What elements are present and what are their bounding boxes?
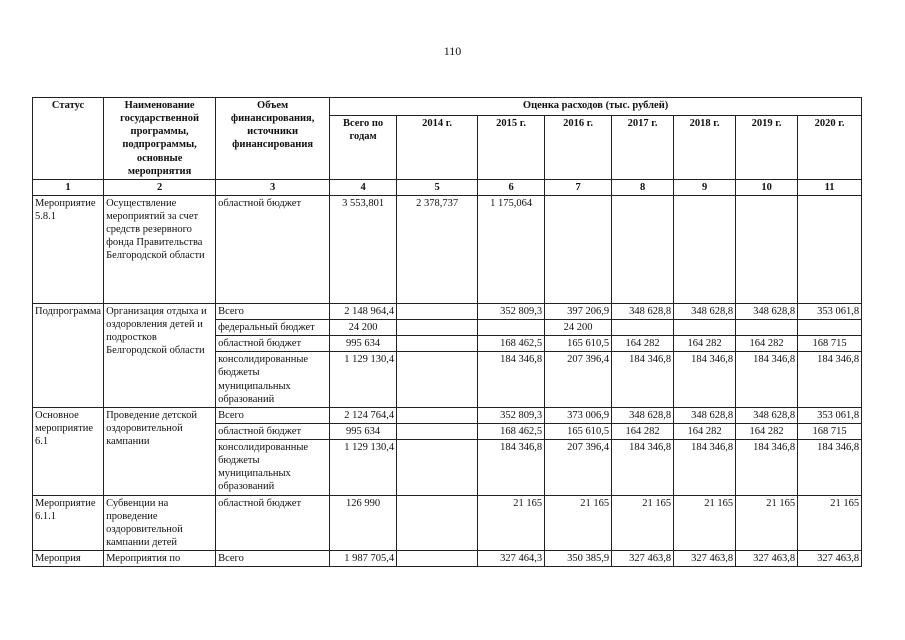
column-number: 2 [104, 179, 216, 195]
row-value: 168 715 [798, 423, 862, 439]
row-value: 164 282 [736, 423, 798, 439]
header-status: Статус [33, 98, 104, 180]
column-number: 4 [330, 179, 397, 195]
row-name: Мероприятия по [104, 551, 216, 567]
row-source: федеральный бюджет [216, 320, 330, 336]
header-total: Всего по годам [330, 115, 397, 179]
row-status: Основное мероприятие 6.1 [33, 407, 104, 495]
row-source: областной бюджет [216, 195, 330, 303]
row-value: 327 463,8 [736, 551, 798, 567]
row-total: 995 634 [330, 336, 397, 352]
row-value: 184 346,8 [674, 352, 736, 408]
row-value: 348 628,8 [736, 407, 798, 423]
header-estimate: Оценка расходов (тыс. рублей) [330, 98, 862, 116]
table-row [33, 495, 862, 551]
row-value: 184 346,8 [612, 352, 674, 408]
row-value: 350 385,9 [545, 551, 612, 567]
row-value: 21 165 [612, 495, 674, 551]
row-value: 1 175,064 [478, 195, 545, 303]
row-value: 184 346,8 [674, 440, 736, 496]
header-year: 2018 г. [674, 115, 736, 179]
row-name: Осуществление мероприятий за счет средств резервного фонда Правительства Белгородской области [104, 195, 216, 303]
page-number: 110 [443, 44, 462, 58]
column-number: 7 [545, 179, 612, 195]
row-value: 184 346,8 [612, 440, 674, 496]
row-value: 164 282 [612, 423, 674, 439]
row-value: 207 396,4 [545, 352, 612, 408]
row-value: 352 809,3 [478, 303, 545, 319]
row-value: 327 463,8 [674, 551, 736, 567]
row-source: областной бюджет [216, 336, 330, 352]
row-value: 207 396,4 [545, 440, 612, 496]
row-value: 21 165 [674, 495, 736, 551]
row-value: 353 061,8 [798, 303, 862, 319]
row-value: 24 200 [545, 320, 612, 336]
header-year: 2014 г. [397, 115, 478, 179]
row-value: 348 628,8 [612, 303, 674, 319]
row-value: 164 282 [674, 423, 736, 439]
row-source: Всего [216, 551, 330, 567]
table-row [33, 195, 862, 303]
row-total: 1 987 705,4 [330, 551, 397, 567]
row-value [612, 195, 674, 303]
row-value: 327 463,8 [612, 551, 674, 567]
row-total: 2 124 764,4 [330, 407, 397, 423]
row-value: 327 464,3 [478, 551, 545, 567]
row-value: 184 346,8 [478, 440, 545, 496]
row-total: 3 553,801 [330, 195, 397, 303]
table-header [33, 98, 862, 196]
row-source: консолидированные бюджеты муниципальных образований [216, 352, 330, 408]
row-source: областной бюджет [216, 423, 330, 439]
row-value: 21 165 [545, 495, 612, 551]
row-total: 2 148 964,4 [330, 303, 397, 319]
row-status: Мероприятие 6.1.1 [33, 495, 104, 551]
header-year: 2019 г. [736, 115, 798, 179]
row-value: 164 282 [736, 336, 798, 352]
row-value [397, 336, 478, 352]
row-value [545, 195, 612, 303]
row-source: Всего [216, 407, 330, 423]
column-number: 5 [397, 179, 478, 195]
row-value [736, 195, 798, 303]
row-value [674, 320, 736, 336]
row-value: 327 463,8 [798, 551, 862, 567]
header-year: 2015 г. [478, 115, 545, 179]
table-row [33, 407, 862, 423]
row-value [397, 495, 478, 551]
row-status: Мероприятие 5.8.1 [33, 195, 104, 303]
row-value: 2 378,737 [397, 195, 478, 303]
row-value [478, 320, 545, 336]
row-value: 184 346,8 [478, 352, 545, 408]
row-value [397, 423, 478, 439]
row-total: 126 990 [330, 495, 397, 551]
row-value [798, 195, 862, 303]
header-name: Наименование государственной программы, подпрограммы, основные мероприятия [104, 98, 216, 180]
row-value: 21 165 [798, 495, 862, 551]
row-value: 168 715 [798, 336, 862, 352]
row-value: 165 610,5 [545, 336, 612, 352]
column-number: 3 [216, 179, 330, 195]
row-value [612, 320, 674, 336]
row-value [397, 303, 478, 319]
row-name: Субвенции на проведение оздоровительной кампании детей [104, 495, 216, 551]
row-name: Проведение детской оздоровительной кампании [104, 407, 216, 495]
row-value: 168 462,5 [478, 336, 545, 352]
row-value: 164 282 [674, 336, 736, 352]
row-value: 353 061,8 [798, 407, 862, 423]
row-name: Организация отдыха и оздоровления детей и подростков Белгородской области [104, 303, 216, 407]
column-number: 8 [612, 179, 674, 195]
row-total: 995 634 [330, 423, 397, 439]
row-total: 24 200 [330, 320, 397, 336]
row-value: 165 610,5 [545, 423, 612, 439]
header-year: 2016 г. [545, 115, 612, 179]
row-source: областной бюджет [216, 495, 330, 551]
row-value: 348 628,8 [674, 407, 736, 423]
row-value: 184 346,8 [798, 352, 862, 408]
row-value [397, 407, 478, 423]
row-value: 184 346,8 [798, 440, 862, 496]
row-value: 373 006,9 [545, 407, 612, 423]
row-value [397, 320, 478, 336]
column-number: 10 [736, 179, 798, 195]
row-value: 348 628,8 [674, 303, 736, 319]
row-value: 164 282 [612, 336, 674, 352]
row-value [397, 352, 478, 408]
row-value: 21 165 [478, 495, 545, 551]
row-value [736, 320, 798, 336]
table-row [33, 551, 862, 567]
budget-table [32, 97, 862, 567]
row-value: 184 346,8 [736, 352, 798, 408]
column-number: 11 [798, 179, 862, 195]
column-number: 6 [478, 179, 545, 195]
row-value: 397 206,9 [545, 303, 612, 319]
row-value: 21 165 [736, 495, 798, 551]
row-value [397, 440, 478, 496]
column-number: 1 [33, 179, 104, 195]
table-row [33, 303, 862, 319]
row-value: 348 628,8 [612, 407, 674, 423]
row-value: 348 628,8 [736, 303, 798, 319]
row-status: Подпрограмма [33, 303, 104, 407]
column-number-row [33, 179, 862, 195]
row-status: Мероприя [33, 551, 104, 567]
row-value [798, 320, 862, 336]
row-value [674, 195, 736, 303]
row-source: Всего [216, 303, 330, 319]
header-year: 2017 г. [612, 115, 674, 179]
row-total: 1 129 130,4 [330, 440, 397, 496]
row-source: консолидированные бюджеты муниципальных образований [216, 440, 330, 496]
row-value: 352 809,3 [478, 407, 545, 423]
row-value: 168 462,5 [478, 423, 545, 439]
row-value: 184 346,8 [736, 440, 798, 496]
header-year: 2020 г. [798, 115, 862, 179]
header-funding: Объем финансирования, источники финансирования [216, 98, 330, 180]
row-total: 1 129 130,4 [330, 352, 397, 408]
row-value [397, 551, 478, 567]
column-number: 9 [674, 179, 736, 195]
